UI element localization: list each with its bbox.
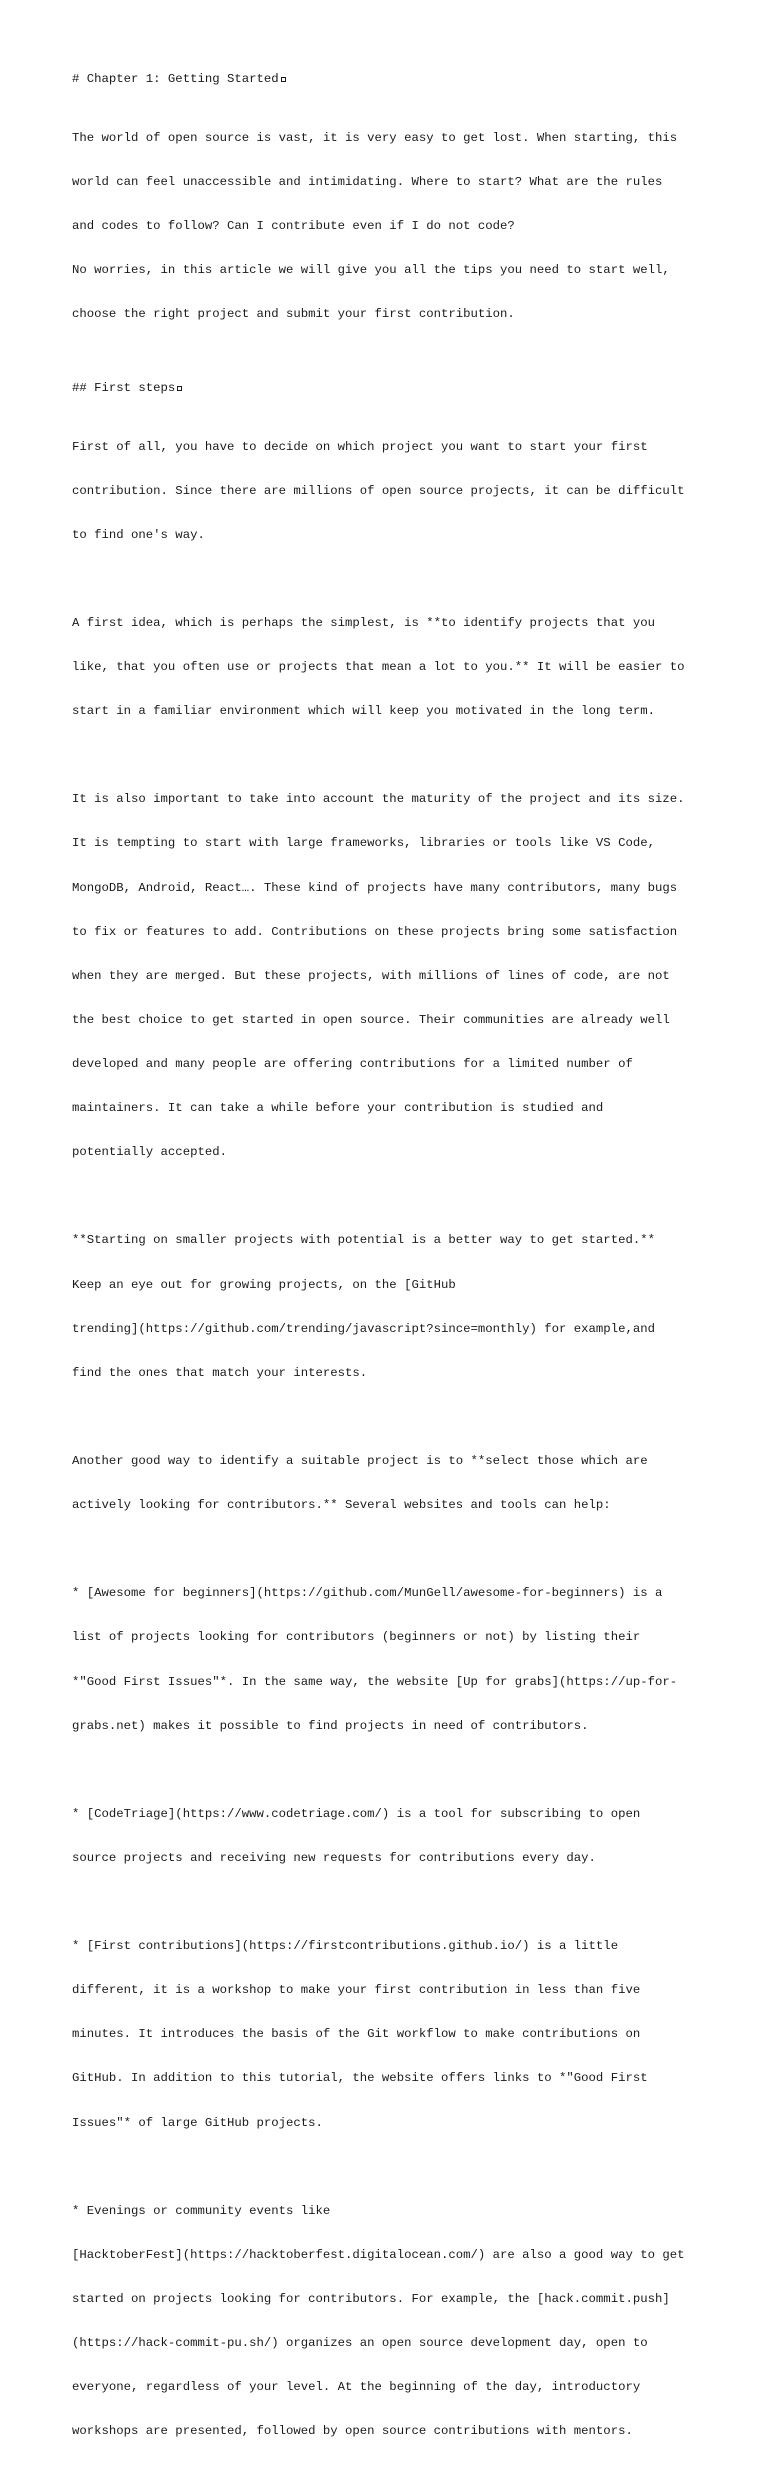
paragraph-line: Keep an eye out for growing projects, on the [GitHub bbox=[72, 1277, 456, 1292]
list-item-awesome-for-beginners bbox=[72, 1557, 712, 1763]
list-item-line: [HacktoberFest](https://hacktoberfest.digitalocean.com/) are also a good way to get bbox=[72, 2247, 685, 2262]
intro-line: and codes to follow? Can I contribute even if I do not code? bbox=[72, 219, 515, 234]
list-item-line: workshops are presented, followed by open source contributions with mentors. bbox=[72, 2424, 633, 2439]
blank-spacer bbox=[72, 366, 712, 381]
list-item-line: started on projects looking for contributors. For example, the [hack.commit.push] bbox=[72, 2291, 670, 2306]
list-item-line: (https://hack-commit-pu.sh/) organizes an open source development day, open to bbox=[72, 2336, 648, 2351]
paragraph-line: to find one's way. bbox=[72, 527, 205, 542]
paragraph-identify-suitable bbox=[72, 1425, 712, 1543]
missing-glyph-icon bbox=[177, 386, 182, 391]
paragraph-line: trending](https://github.com/trending/javascript?since=monthly) for example,and bbox=[72, 1321, 655, 1336]
paragraph-line: start in a familiar environment which will keep you motivated in the long term. bbox=[72, 704, 655, 719]
paragraph-line: maintainers. It can take a while before your contribution is studied and bbox=[72, 1101, 604, 1116]
paragraph-first-idea bbox=[72, 587, 712, 749]
paragraph-line: **Starting on smaller projects with potential is a better way to get started.** bbox=[72, 1233, 655, 1248]
list-item-line: grabs.net) makes it possible to find projects in need of contributors. bbox=[72, 1718, 589, 1733]
intro-line: world can feel unaccessible and intimidating. Where to start? What are the rules bbox=[72, 174, 663, 189]
list-item-line: * Evenings or community events like bbox=[72, 2203, 331, 2218]
list-item-line: list of projects looking for contributors (beginners or not) by listing their bbox=[72, 1630, 641, 1645]
chapter-heading: # Chapter 1: Getting Started bbox=[72, 72, 712, 87]
paragraph-line: when they are merged. But these projects, with millions of lines of code, are not bbox=[72, 968, 670, 983]
intro-line: The world of open source is vast, it is very easy to get lost. When starting, this bbox=[72, 130, 678, 145]
list-item-line: everyone, regardless of your level. At the beginning of the day, introductory bbox=[72, 2380, 641, 2395]
intro-paragraph bbox=[72, 101, 712, 351]
list-item-first-contributions bbox=[72, 1910, 712, 2160]
paragraph-line: MongoDB, Android, React…. These kind of projects have many contributors, many bugs bbox=[72, 880, 678, 895]
paragraph-line: Another good way to identify a suitable project is to **select those which are bbox=[72, 1453, 648, 1468]
list-item-line: * [Awesome for beginners](https://github.com/MunGell/awesome-for-beginners) is a bbox=[72, 1586, 663, 1601]
intro-line: No worries, in this article we will give you all the tips you need to start well, bbox=[72, 263, 670, 278]
list-item-line: Issues"* of large GitHub projects. bbox=[72, 2115, 323, 2130]
list-item-line: minutes. It introduces the basis of the Git workflow to make contributions on bbox=[72, 2027, 641, 2042]
list-item-line: *"Good First Issues"*. In the same way, the website [Up for grabs](https://up-for- bbox=[72, 1674, 678, 1689]
paragraph-line: developed and many people are offering contributions for a limited number of bbox=[72, 1057, 633, 1072]
paragraph-line: actively looking for contributors.** Several websites and tools can help: bbox=[72, 1498, 611, 1513]
paragraph-line: It is tempting to start with large frameworks, libraries or tools like VS Code, bbox=[72, 836, 655, 851]
paragraph-choose-project bbox=[72, 410, 712, 572]
document-body bbox=[72, 72, 712, 2483]
paragraph-line: First of all, you have to decide on which project you want to start your first bbox=[72, 439, 648, 454]
list-item-line: * [CodeTriage](https://www.codetriage.com/) is a tool for subscribing to open bbox=[72, 1806, 641, 1821]
list-item-line: different, it is a workshop to make your first contribution in less than five bbox=[72, 1983, 641, 1998]
list-item-line: source projects and receiving new requests for contributions every day. bbox=[72, 1850, 596, 1865]
list-item-line: * [First contributions](https://firstcontributions.github.io/) is a little bbox=[72, 1939, 619, 1954]
missing-glyph-icon bbox=[281, 77, 286, 82]
paragraph-line: to fix or features to add. Contributions on these projects bring some satisfaction bbox=[72, 924, 678, 939]
paragraph-line: It is also important to take into account the maturity of the project and its size. bbox=[72, 792, 685, 807]
paragraph-maturity bbox=[72, 763, 712, 1189]
list-item-community-events bbox=[72, 2174, 712, 2468]
paragraph-line: A first idea, which is perhaps the simplest, is **to identify projects that you bbox=[72, 615, 655, 630]
list-item-codetriage bbox=[72, 1777, 712, 1895]
intro-line: choose the right project and submit your first contribution. bbox=[72, 307, 515, 322]
paragraph-smaller-projects bbox=[72, 1204, 712, 1410]
paragraph-line: like, that you often use or projects that mean a lot to you.** It will be easier to bbox=[72, 660, 685, 675]
paragraph-line: potentially accepted. bbox=[72, 1145, 227, 1160]
section-heading: ## First steps bbox=[72, 381, 712, 396]
paragraph-line: find the ones that match your interests. bbox=[72, 1365, 368, 1380]
list-item-line: GitHub. In addition to this tutorial, the website offers links to *"Good First bbox=[72, 2071, 648, 2086]
paragraph-line: the best choice to get started in open source. Their communities are already well bbox=[72, 1012, 670, 1027]
paragraph-line: contribution. Since there are millions of open source projects, it can be difficult bbox=[72, 483, 685, 498]
